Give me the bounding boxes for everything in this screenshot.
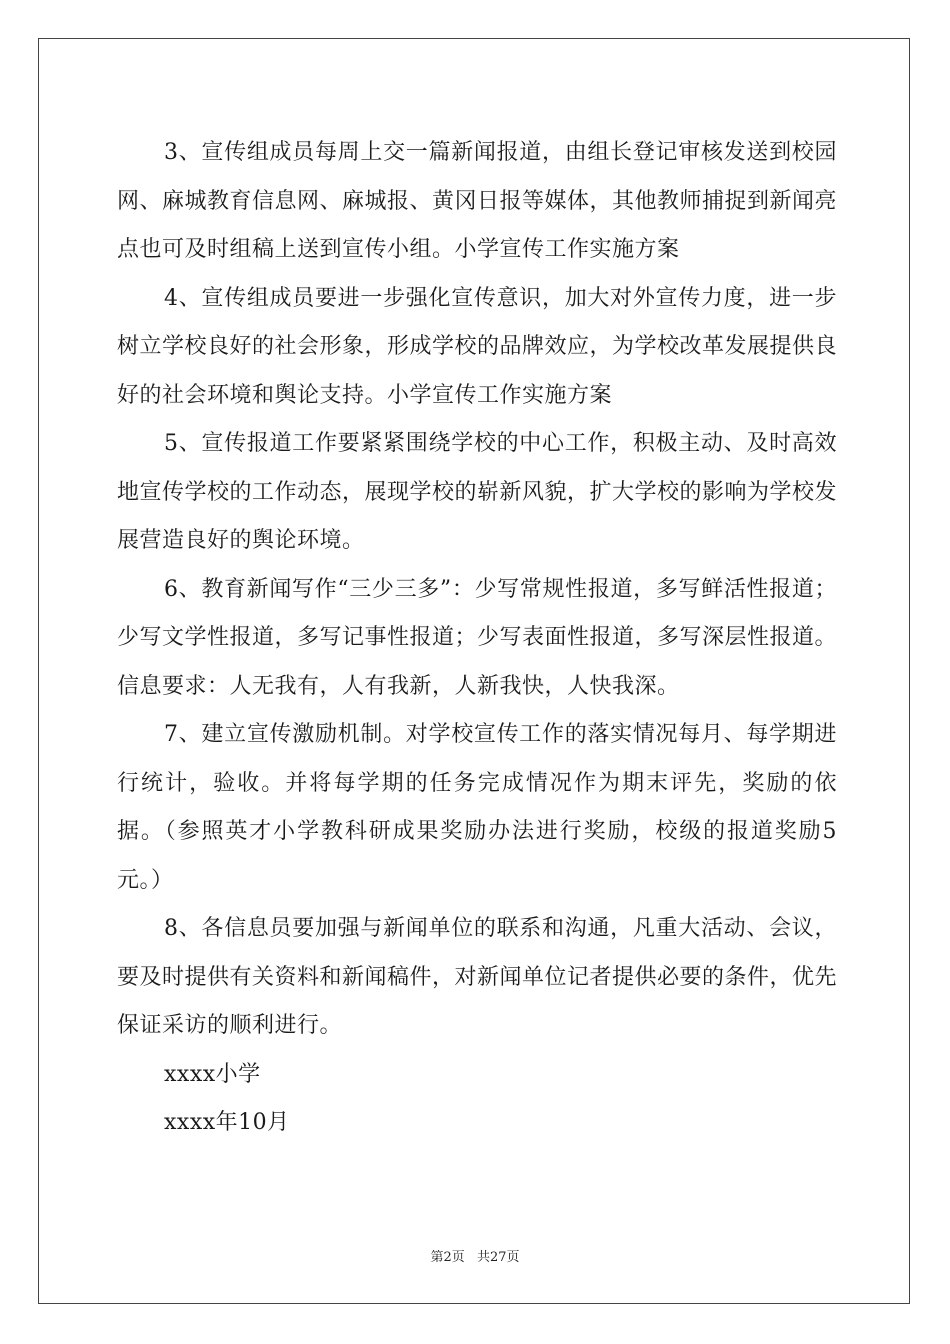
paragraph-item-4: 4、宣传组成员要进一步强化宣传意识，加大对外宣传力度，进一步树立学校良好的社会形象，形成学校的品牌效应，为学校改革发展提供良好的社会环境和舆论支持。小学宣传工作实施方案 [117, 285, 838, 408]
signature-school: xxxx小学 [164, 1061, 261, 1087]
signature-date: xxxx年10月 [164, 1110, 290, 1135]
paragraph-item-8: 8、各信息员要加强与新闻单位的联系和沟通，凡重大活动、会议，要及时提供有关资料和新闻稿件，对新闻单位记者提供必要的条件，优先保证采访的顺利进行。 [117, 916, 838, 1038]
page-footer [0, 1246, 950, 1265]
paragraph-item-3: 3、宣传组成员每周上交一篇新闻报道，由组长登记审核发送到校园网、麻城教育信息网、麻城报、黄冈日报等媒体，其他教师捕捉到新闻亮点也可及时组稿上送到宣传小组。小学宣传工作实施方案 [117, 140, 838, 262]
paragraph-item-5: 5、宣传报道工作要紧紧围绕学校的中心工作，积极主动、及时高效地宣传学校的工作动态，展现学校的崭新风貌，扩大学校的影响为学校发展营造良好的舆论环境。 [117, 431, 838, 553]
document-body [117, 129, 837, 1148]
page-number: 第2页 [430, 1250, 465, 1265]
paragraph-item-7: 7、建立宣传激励机制。对学校宣传工作的落实情况每月、每学期进行统计，验收。并将每学期的任务完成情况作为期末评先，奖励的依据。（参照英才小学教科研成果奖励办法进行奖励，校级的报道奖励5元。） [117, 722, 837, 893]
paragraph-item-6: 6、教育新闻写作“三少三多”：少写常规性报道，多写鲜活性报道；少写文学性报道，多写记事性报道；少写表面性报道，多写深层性报道。信息要求：人无我有，人有我新，人新我快，人快我深。 [117, 576, 838, 699]
page-total: 共27页 [476, 1250, 520, 1265]
